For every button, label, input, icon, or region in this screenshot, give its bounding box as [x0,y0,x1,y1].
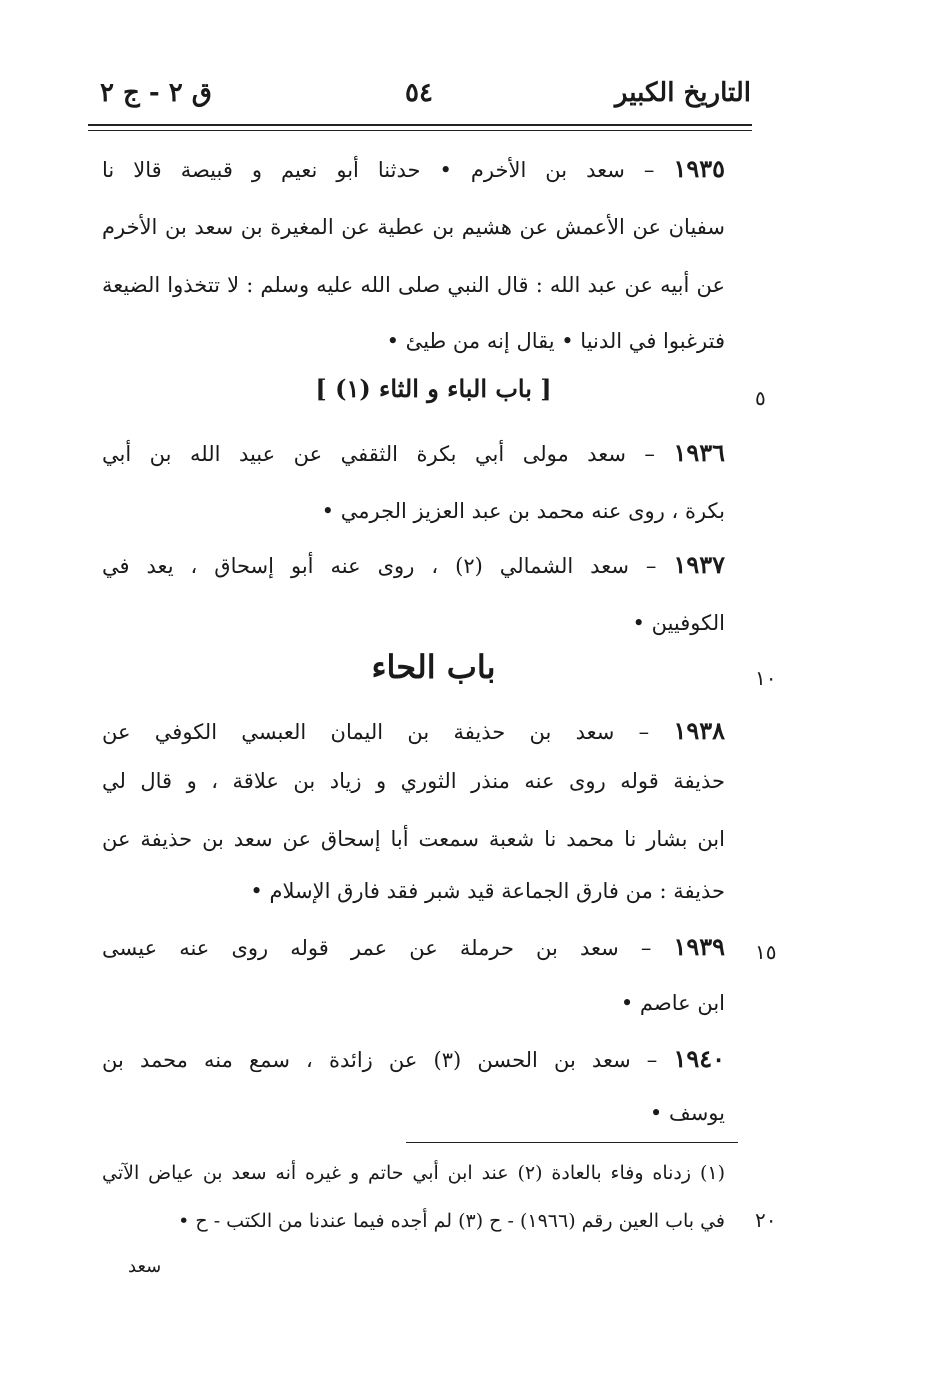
entry-number: ١٩٤٠ [673,1044,725,1073]
footnote-rule [406,1142,738,1143]
text-line [102,496,725,526]
line-text: عن أبيه عن عبد الله : قال النبي صلى الله عليه وسلم : لا تتخذوا الضيعة [102,273,725,297]
text-line [102,1044,725,1075]
text-line [102,326,725,356]
margin-line-number: ٢٠ [755,1208,777,1232]
line-text: يوسف • [649,1101,725,1125]
header-rule-thin [88,130,752,131]
text-line [102,932,725,963]
text-line [102,988,725,1018]
margin-line-number: ٥ [755,386,766,410]
line-text: ابن بشار نا محمد نا شعبة سمعت أبا إسحاق عن سعد بن حذيفة عن [102,827,725,851]
text-line [102,154,725,185]
entry-number: ١٩٣٧ [673,550,725,579]
footnote-line: (١) زدناه وفاء بالعادة (٢) عند ابن أبي حاتم و غيره أنه سعد بن عياض الآتي [102,1162,725,1184]
section-heading: [ باب الباء و الثاء (١) ] [315,374,552,403]
text-line [102,550,725,581]
section-heading: باب الحاء [371,648,496,686]
volume-indicator: ق ٢ - ج ٢ [100,78,212,108]
line-text: حذيفة : من فارق الجماعة قيد شبر فقد فارق الإسلام • [250,879,725,903]
entry-number: ١٩٣٩ [673,932,725,961]
margin-line-number: ١٥ [755,940,777,964]
line-text: حذيفة قوله روى عنه منذر الثوري و زياد بن علاقة ، و قال لي [102,769,725,793]
line-text: – سعد مولى أبي بكرة الثقفي عن عبيد الله بن أبي [102,442,674,466]
running-title: التاريخ الكبير [614,78,751,108]
line-text: بكرة ، روى عنه محمد بن عبد العزيز الجرمي • [321,499,725,523]
text-line [102,824,725,854]
line-text: – سعد بن حذيفة بن اليمان العبسي الكوفي عن [102,720,674,744]
text-line [102,270,725,300]
header-rule [88,124,752,126]
catchword: سعد [128,1256,162,1277]
line-text: ابن عاصم • [620,991,725,1015]
entry-number: ١٩٣٥ [673,154,725,183]
text-line [102,716,725,747]
line-text: سفيان عن الأعمش عن هشيم بن عطية عن المغيرة بن سعد بن الأخرم [102,215,725,239]
page-number: ٥٤ [405,78,433,108]
line-text: الكوفيين • [632,611,725,635]
text-line [102,438,725,469]
line-text: – سعد بن الأخرم • حدثنا أبو نعيم و قبيصة قالا نا [102,158,674,182]
line-text: فترغبوا في الدنيا • يقال إنه من طيئ • [386,329,725,353]
text-line [102,1098,725,1128]
entry-number: ١٩٣٦ [673,438,725,467]
text-line [102,876,725,906]
line-text: – سعد بن حرملة عن عمر قوله روى عنه عيسى [102,936,674,960]
footnote-line: في باب العين رقم (١٩٦٦) - ح (٣) لم أجده فيما عندنا من الكتب - ح • [178,1210,725,1232]
text-line [102,212,725,242]
line-text: – سعد الشمالي (٢) ، روى عنه أبو إسحاق ، يعد في [102,554,674,578]
margin-line-number: ١٠ [755,666,777,690]
entry-number: ١٩٣٨ [673,716,725,745]
text-line [102,608,725,638]
line-text: – سعد بن الحسن (٣) عن زائدة ، سمع منه محمد بن [102,1048,674,1072]
text-line [102,766,725,796]
